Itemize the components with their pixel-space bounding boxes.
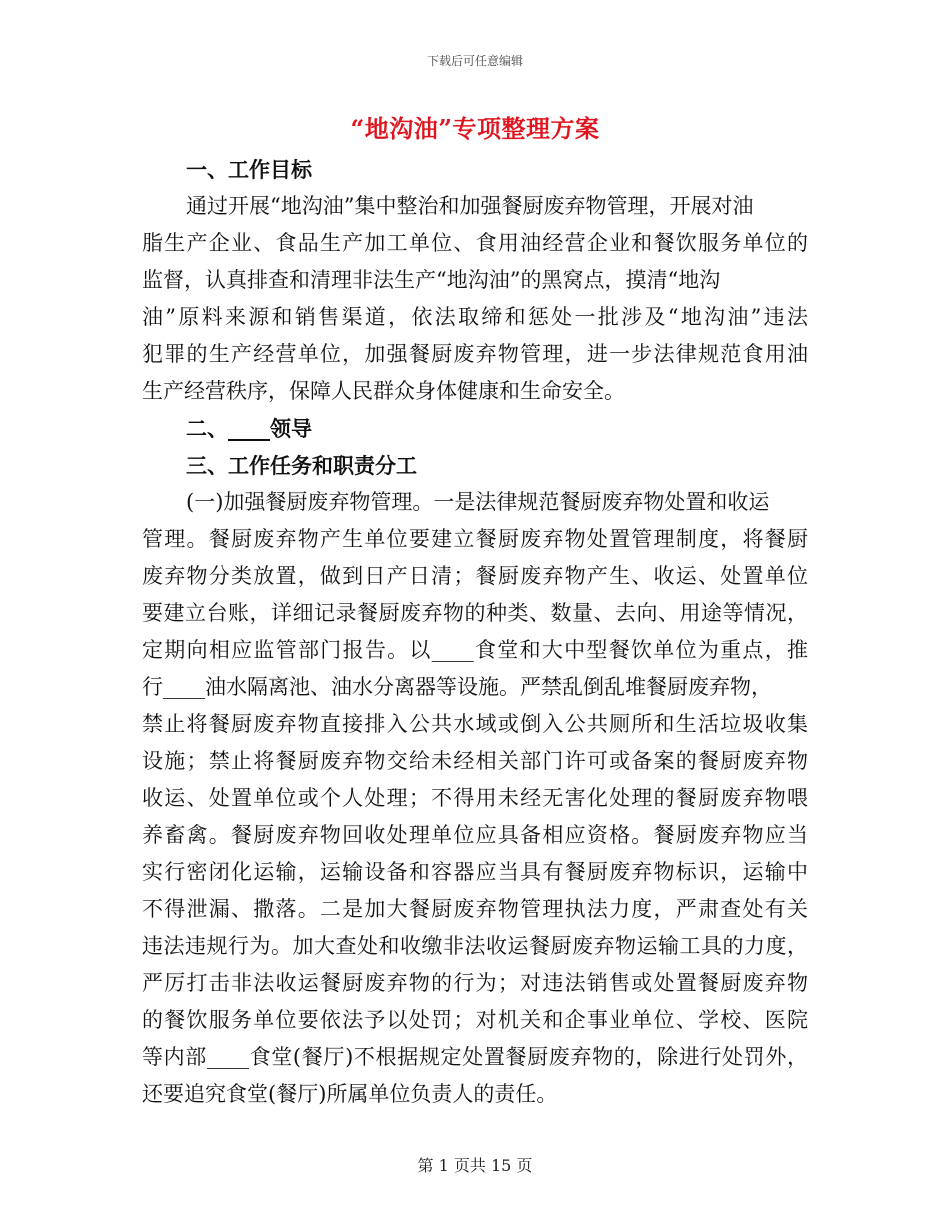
page-header-note: 下载后可任意编辑 <box>426 54 523 68</box>
body-text-line: 定期向相应监管部门报告。以____食堂和大中型餐饮单位为重点，推 <box>142 638 808 662</box>
page-number: 第 1 页共 15 页 <box>417 1156 533 1175</box>
body-text-line: 等内部____食堂(餐厅)不根据规定处置餐厨废弃物的，除进行处罚外， <box>142 1045 808 1069</box>
body-text-line: 监督，认真排查和清理非法生产“地沟油”的黑窝点，摸清“地沟 <box>142 268 721 292</box>
body-text-line: 严厉打击非法收运餐厨废弃物的行为；对违法销售或处置餐厨废弃物 <box>142 971 808 995</box>
body-text-line: 废弃物分类放置，做到日产日清；餐厨废弃物产生、收运、处置单位 <box>142 564 808 588</box>
body-text-line: 违法违规行为。加大查处和收缴非法收运餐厨废弃物运输工具的力度， <box>142 934 808 958</box>
body-text-line: 收运、处置单位或个人处理；不得用未经无害化处理的餐厨废弃物喂 <box>142 786 808 810</box>
body-text-line: 不得泄漏、撒落。二是加大餐厨废弃物管理执法力度，严肃查处有关 <box>142 897 808 921</box>
body-text-line: 禁止将餐厨废弃物直接排入公共水域或倒入公共厕所和生活垃圾收集 <box>142 712 808 736</box>
section-heading: 二、____领导 <box>186 416 312 441</box>
body-text-line: 脂生产企业、食品生产加工单位、食用油经营企业和餐饮服务单位的 <box>142 231 808 255</box>
body-text-line: 要建立台账，详细记录餐厨废弃物的种类、数量、去向、用途等情况， <box>142 601 808 625</box>
document-body <box>142 151 808 1113</box>
body-text-line: 还要追究食堂(餐厅)所属单位负责人的责任。 <box>142 1082 558 1106</box>
body-text-line: (一)加强餐厨废弃物管理。一是法律规范餐厨废弃物处置和收运 <box>186 490 770 514</box>
body-text-line: 养畜禽。餐厨废弃物回收处理单位应具备相应资格。餐厨废弃物应当 <box>142 823 808 847</box>
body-text-line: 行____油水隔离池、油水分离器等设施。严禁乱倒乱堆餐厨废弃物， <box>142 675 772 699</box>
section-heading: 三、工作任务和职责分工 <box>186 453 417 478</box>
body-text-line: 实行密闭化运输，运输设备和容器应当具有餐厨废弃物标识，运输中 <box>142 860 808 884</box>
body-text-line: 管理。餐厨废弃物产生单位要建立餐厨废弃物处置管理制度，将餐厨 <box>142 527 808 551</box>
body-text-line: 生产经营秩序，保障人民群众身体健康和生命安全。 <box>142 379 625 403</box>
section-heading: 一、工作目标 <box>186 157 312 182</box>
body-text-line: 犯罪的生产经营单位，加强餐厨废弃物管理，进一步法律规范食用油 <box>142 342 808 366</box>
body-text-line: 油”原料来源和销售渠道，依法取缔和惩处一批涉及“地沟油”违法 <box>142 305 808 329</box>
document-title: “地沟油”专项整理方案 <box>350 114 600 143</box>
body-text-line: 通过开展“地沟油”集中整治和加强餐厨废弃物管理，开展对油 <box>186 194 754 218</box>
body-text-line: 设施；禁止将餐厨废弃物交给未经相关部门许可或备案的餐厨废弃物 <box>142 749 808 773</box>
body-text-line: 的餐饮服务单位要依法予以处罚；对机关和企事业单位、学校、医院 <box>142 1008 808 1032</box>
